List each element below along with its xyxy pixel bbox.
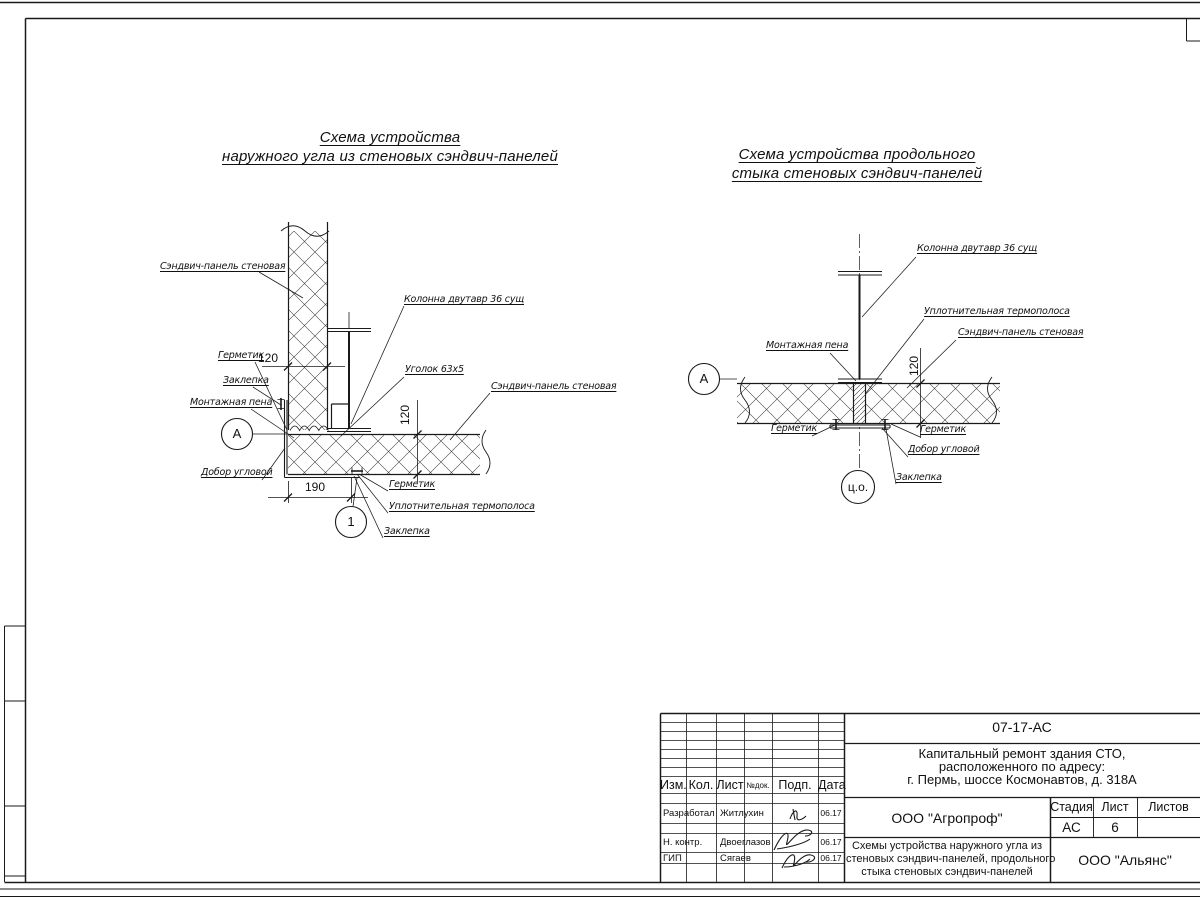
stage-label: Стадия bbox=[1050, 800, 1093, 814]
left-margin-stamp bbox=[5, 626, 26, 882]
left-diagram-title-line2: наружного угла из стеновых сэндвич-панелей bbox=[221, 148, 558, 165]
col-header-izm: Изм. bbox=[660, 778, 687, 792]
dim-corner-width: 190 bbox=[304, 480, 326, 494]
label-sealant-right: Герметик bbox=[920, 424, 967, 435]
angle-profile bbox=[332, 404, 350, 428]
doc-number: 07-17-АС bbox=[992, 719, 1052, 735]
label-rivet: Заклепка bbox=[896, 472, 942, 483]
section-letter-mark: А bbox=[699, 371, 709, 386]
section-letter-mark: А bbox=[232, 426, 242, 441]
detail-number-mark: 1 bbox=[347, 514, 355, 529]
row-role: Разработал bbox=[663, 808, 715, 819]
label-foam: Монтажная пена bbox=[766, 340, 849, 351]
sheet-title-line1: Схемы устройства наружного угла из bbox=[851, 840, 1043, 852]
corner-trim-plate bbox=[830, 425, 890, 428]
row-date: 06.17 bbox=[820, 808, 842, 818]
center-axis-mark: ц.о. bbox=[847, 480, 869, 494]
label-rivet-top: Заклепка bbox=[223, 375, 269, 386]
left-diagram-title-line1: Схема устройства bbox=[319, 129, 461, 146]
project-name-line2: расположенного по адресу: bbox=[938, 759, 1106, 774]
label-corner-trim: Добор угловой bbox=[908, 444, 980, 455]
signature-gip bbox=[782, 855, 815, 868]
row-role: Н. контр. bbox=[663, 837, 703, 848]
col-header-ndok: №док. bbox=[746, 781, 770, 790]
label-sealant-left: Герметик bbox=[771, 423, 818, 434]
label-wall-panel-2: Сэндвич-панель стеновая bbox=[491, 381, 617, 392]
label-corner-trim: Добор угловой bbox=[201, 467, 273, 478]
sheet-value: 6 bbox=[1111, 820, 1119, 835]
joint-detail-drawing bbox=[689, 234, 1001, 504]
sheet-title-line3: стыка стеновых сэндвич-панелей bbox=[861, 866, 1033, 878]
label-wall-panel: Сэндвич-панель стеновая bbox=[958, 327, 1084, 338]
label-wall-panel: Сэндвич-панель стеновая bbox=[160, 261, 286, 272]
sheet-title-line2: стеновых сэндвич-панелей, продольного bbox=[846, 853, 1056, 865]
dim-panel-thickness: 120 bbox=[398, 404, 412, 426]
label-rivet-bottom: Заклепка bbox=[384, 526, 430, 537]
org-contractor: ООО "Альянс" bbox=[1078, 852, 1172, 868]
label-thermal-strip: Уплотнительная термополоса bbox=[389, 501, 535, 512]
sheets-label: Листов bbox=[1148, 800, 1189, 814]
sheet-label: Лист bbox=[1101, 800, 1129, 814]
row-name: Сягаев bbox=[720, 853, 751, 864]
label-sealant-bottom: Герметик bbox=[389, 479, 436, 490]
stage-value: АС bbox=[1062, 820, 1081, 835]
dim-panel-thickness: 120 bbox=[907, 355, 921, 377]
project-name-line1: Капитальный ремонт здания СТО, bbox=[918, 746, 1126, 761]
right-diagram-title-line2: стыка стеновых сэндвич-панелей bbox=[731, 165, 983, 182]
label-column: Колонна двутавр 36 сущ bbox=[917, 243, 1037, 254]
label-thermal-strip: Уплотнительная термополоса bbox=[924, 306, 1070, 317]
row-name: Житлухин bbox=[720, 808, 764, 819]
label-angle: Уголок 63х5 bbox=[405, 364, 464, 375]
signatures bbox=[774, 809, 815, 868]
right-diagram-title-line1: Схема устройства продольного bbox=[738, 146, 976, 163]
row-role: ГИП bbox=[663, 853, 682, 864]
row-date: 06.17 bbox=[820, 853, 842, 863]
col-header-list: Лист bbox=[716, 778, 744, 792]
dim-wall-thickness: 120 bbox=[257, 351, 279, 365]
col-header-data: Дата bbox=[818, 778, 846, 792]
signature-razrabotal bbox=[790, 809, 806, 820]
row-date: 06.17 bbox=[820, 837, 842, 847]
thermal-strip-fill bbox=[854, 384, 865, 423]
row-name: Двоеглазов bbox=[720, 837, 771, 848]
col-header-podp: Подп. bbox=[778, 778, 812, 792]
label-foam: Монтажная пена bbox=[190, 397, 273, 408]
project-name-line3: г. Пермь, шоссе Космонавтов, д. 318А bbox=[907, 772, 1137, 787]
column-ibeam bbox=[838, 272, 882, 383]
label-column: Колонна двутавр 36 сущ bbox=[404, 294, 524, 305]
col-header-kol: Кол. bbox=[688, 778, 714, 792]
signature-nkontr bbox=[774, 830, 812, 850]
label-sealant-top: Герметик bbox=[218, 350, 265, 361]
org-designer: ООО "Агропроф" bbox=[891, 810, 1003, 826]
